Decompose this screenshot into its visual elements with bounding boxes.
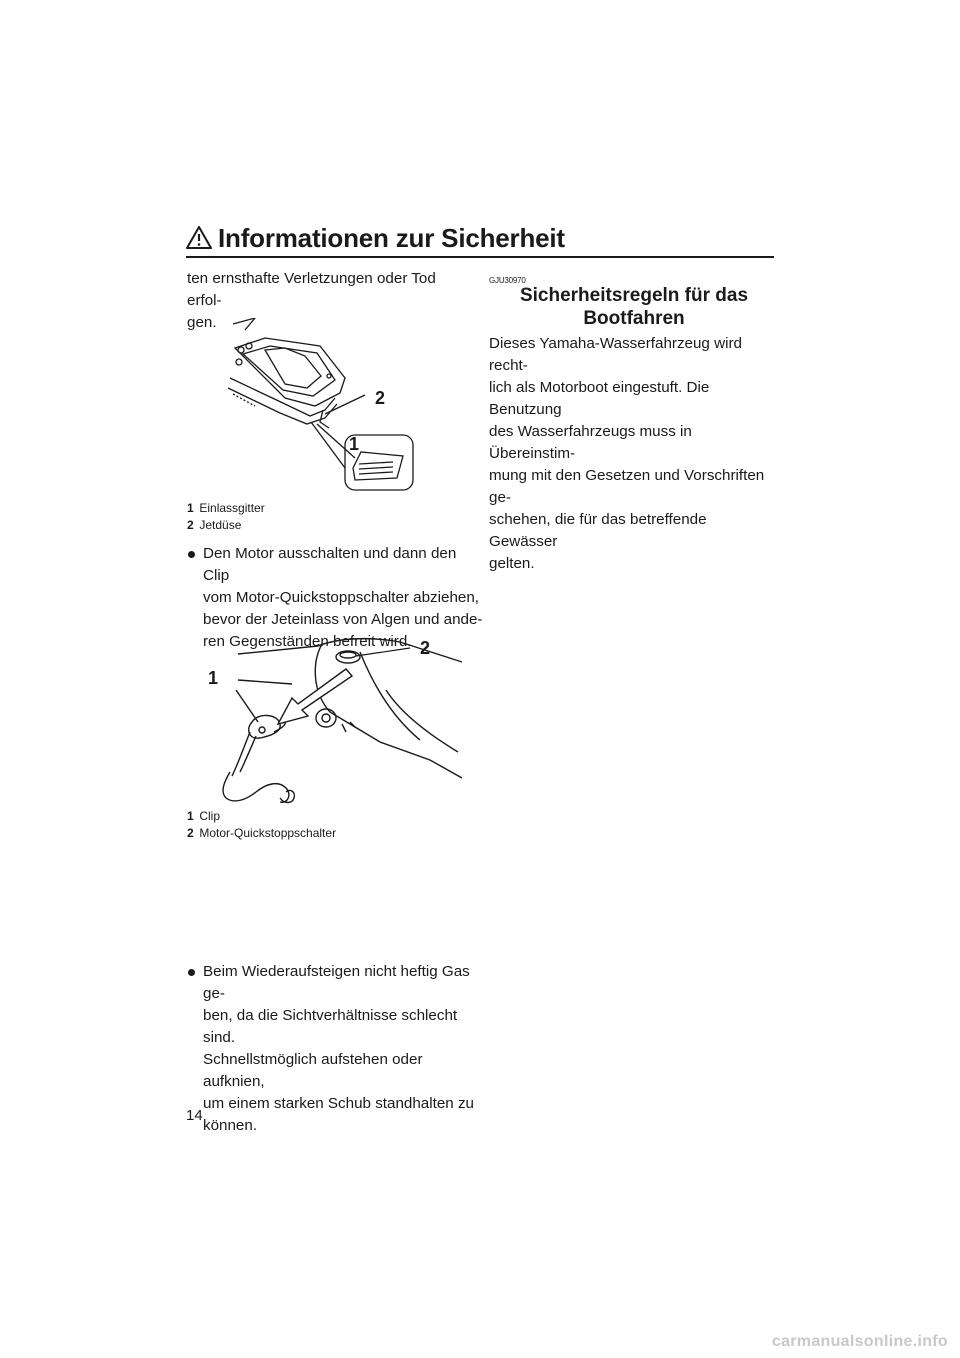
bullet-item: Beim Wiederaufsteigen nicht heftig Gas ge- ben, da die Sichtverhältnisse schlecht sind. Schnellstmöglich aufstehen oder aufknien, um einem starken Schub standhalten zu können.	[187, 961, 485, 1137]
section-code: GJU30970	[489, 276, 526, 285]
legend-item: 1 Clip	[187, 809, 221, 823]
warning-triangle-icon	[186, 226, 212, 250]
figure2-legend	[187, 808, 336, 842]
bullet-icon	[188, 969, 195, 976]
section-heading: Sicherheitsregeln für das Bootfahren	[519, 285, 749, 329]
figure1-callout-1: 1	[349, 434, 360, 454]
legend-item: 1 Einlassgitter	[187, 501, 265, 515]
page-number: 14	[186, 1107, 203, 1124]
bullet-item: Den Motor ausschalten und dann den Clip vom Motor-Quickstoppschalter abziehen, bevor der Jeteinlass von Algen und ande- ren Gegenständen befreit wird.	[187, 543, 485, 653]
intro-text: ten ernsthafte Verletzungen oder Tod erfol- gen.	[187, 270, 436, 331]
figure1-legend	[187, 500, 265, 534]
watermark: carmanualsonline.info	[771, 1333, 948, 1350]
engine-shutoff-clip-illustration	[200, 632, 470, 808]
page-title: Informationen zur Sicherheit	[218, 223, 565, 253]
figure2-callout-1: 1	[208, 668, 219, 688]
figure2-callout-2: 2	[420, 638, 431, 658]
jet-intake-illustration	[225, 318, 445, 496]
figure1-callout-2: 2	[375, 388, 386, 408]
section-paragraph: Dieses Yamaha-Wasserfahrzeug wird recht- lich als Motorboot eingestuft. Die Benutzung des Wasserfahrzeugs muss in Übereinstim- mung mit den Gesetzen und Vorschriften ge- schehen, die für das betreffende Gewässer gelten.	[489, 335, 765, 572]
bullet-icon	[188, 551, 195, 558]
legend-item: 2 Jetdüse	[187, 518, 242, 532]
legend-item: 2 Motor-Quickstoppschalter	[187, 826, 337, 840]
page-header	[186, 222, 774, 258]
